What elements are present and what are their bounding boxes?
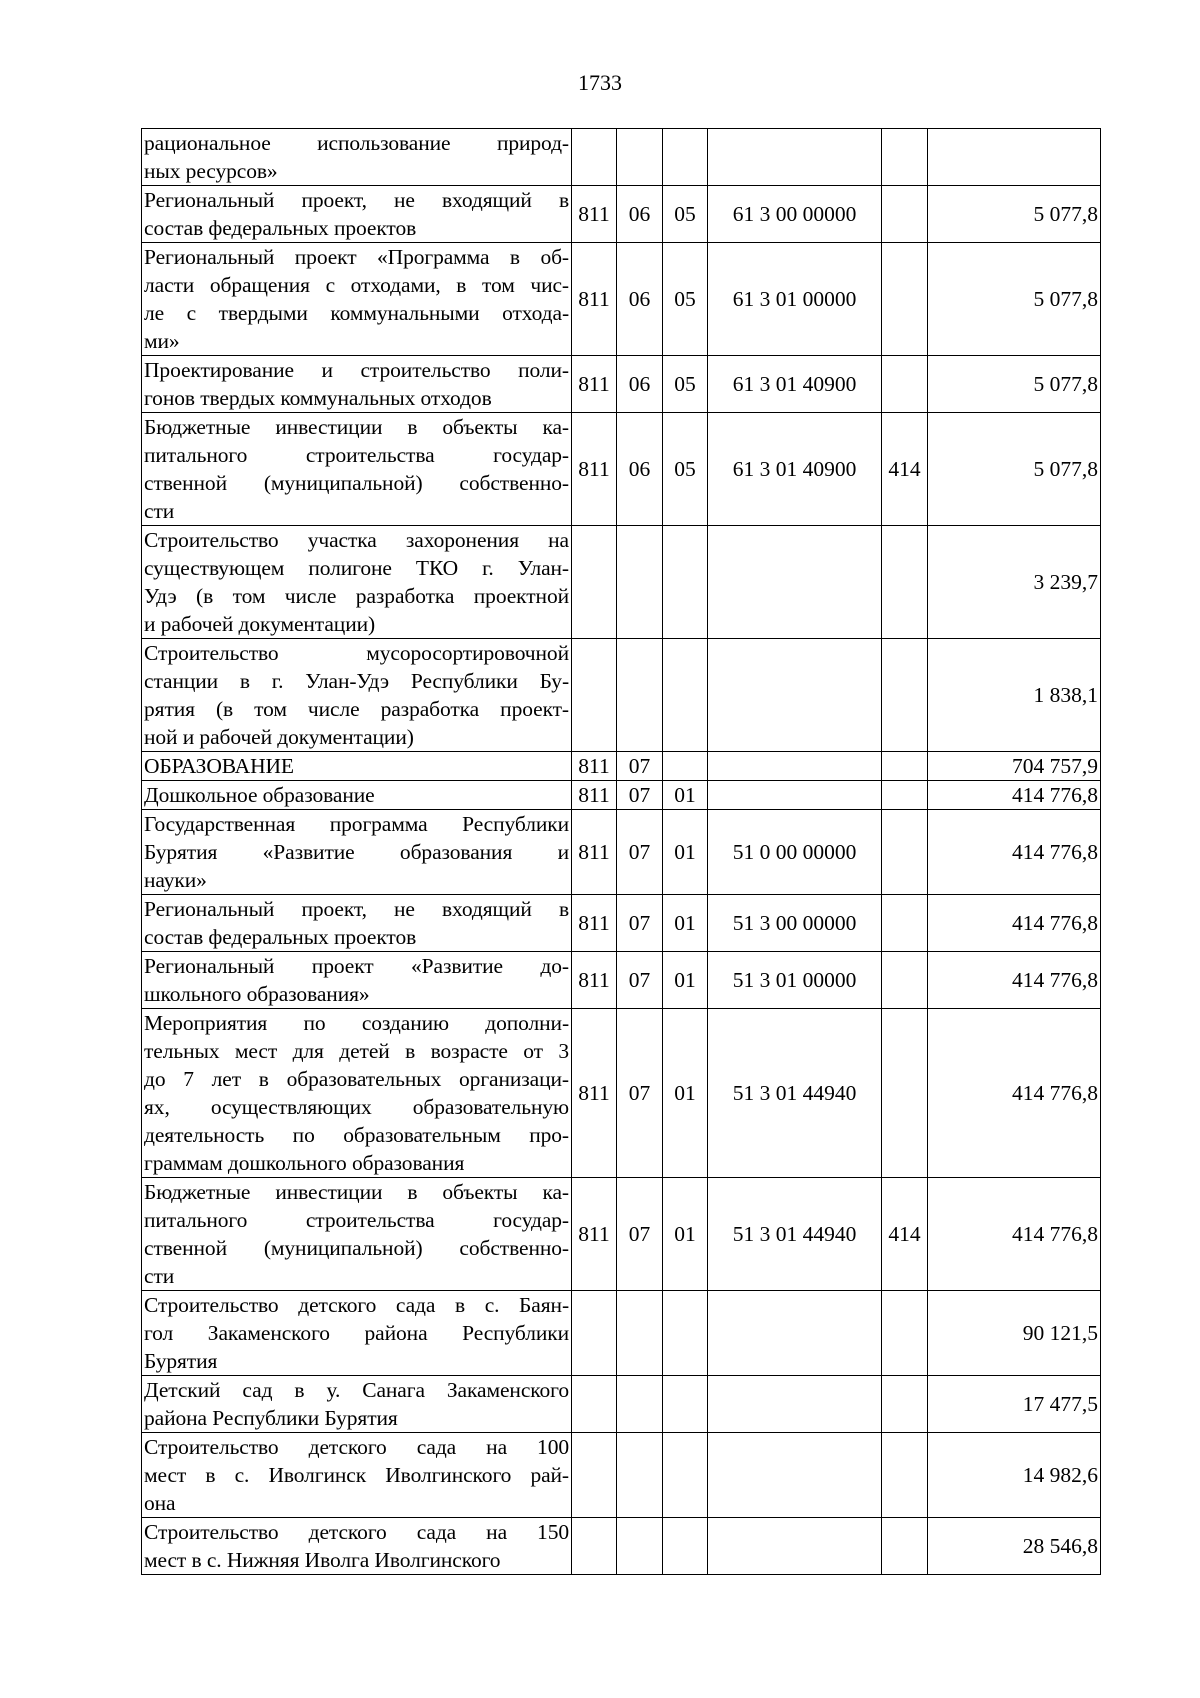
amount-cell: 414 776,8 xyxy=(928,1178,1101,1291)
section-cell: 07 xyxy=(617,1009,663,1178)
section-cell xyxy=(617,1291,663,1376)
row-name-line: Региональный проект «Программа в об- xyxy=(144,245,569,269)
grbs-cell xyxy=(572,1518,617,1575)
table-row xyxy=(142,639,1101,752)
grbs-cell xyxy=(572,1291,617,1376)
amount-cell xyxy=(928,129,1101,186)
expense-type-cell xyxy=(882,752,928,781)
row-name-line: Строительство детского сада в с. Баян- xyxy=(144,1293,569,1317)
section-cell: 07 xyxy=(617,810,663,895)
target-article-cell: 51 3 01 00000 xyxy=(708,952,882,1009)
target-article-cell: 51 3 00 00000 xyxy=(708,895,882,952)
amount-cell: 414 776,8 xyxy=(928,895,1101,952)
table-row xyxy=(142,356,1101,413)
row-name-line: Бурятия «Развитие образования и xyxy=(144,840,569,864)
subsection-cell: 05 xyxy=(663,356,708,413)
grbs-cell: 811 xyxy=(572,243,617,356)
table-body xyxy=(142,129,1101,1575)
amount-cell: 5 077,8 xyxy=(928,186,1101,243)
row-name-cell xyxy=(142,1518,572,1575)
section-cell: 07 xyxy=(617,781,663,810)
row-name-line: Детский сад в у. Санага Закаменского xyxy=(144,1378,569,1402)
amount-cell: 17 477,5 xyxy=(928,1376,1101,1433)
table-row xyxy=(142,895,1101,952)
target-article-cell: 51 0 00 00000 xyxy=(708,810,882,895)
row-name-line: состав федеральных проектов xyxy=(144,925,417,949)
table-row xyxy=(142,243,1101,356)
expense-type-cell: 414 xyxy=(882,1178,928,1291)
row-name-cell xyxy=(142,1433,572,1518)
table-row xyxy=(142,1376,1101,1433)
table-row xyxy=(142,1433,1101,1518)
table-row xyxy=(142,413,1101,526)
row-name-cell xyxy=(142,243,572,356)
section-cell xyxy=(617,1518,663,1575)
table-row xyxy=(142,1518,1101,1575)
row-name-line: ях, осуществляющих образовательную xyxy=(144,1095,569,1119)
subsection-cell: 05 xyxy=(663,243,708,356)
section-cell xyxy=(617,1376,663,1433)
expense-type-cell: 414 xyxy=(882,413,928,526)
target-article-cell xyxy=(708,129,882,186)
amount-cell: 1 838,1 xyxy=(928,639,1101,752)
row-name-line: ОБРАЗОВАНИЕ xyxy=(144,754,294,778)
target-article-cell xyxy=(708,526,882,639)
row-name-line: питального строительства государ- xyxy=(144,1208,569,1232)
row-name-cell xyxy=(142,1376,572,1433)
row-name-line: тельных мест для детей в возрасте от 3 xyxy=(144,1039,569,1063)
expense-type-cell xyxy=(882,639,928,752)
row-name-line: сти xyxy=(144,1264,175,1288)
section-cell xyxy=(617,526,663,639)
row-name-cell xyxy=(142,1009,572,1178)
grbs-cell: 811 xyxy=(572,186,617,243)
table-row xyxy=(142,1291,1101,1376)
table-row xyxy=(142,781,1101,810)
section-cell: 06 xyxy=(617,186,663,243)
expense-type-cell xyxy=(882,1433,928,1518)
table-row xyxy=(142,1178,1101,1291)
target-article-cell xyxy=(708,1291,882,1376)
grbs-cell: 811 xyxy=(572,781,617,810)
row-name-line: Дошкольное образование xyxy=(144,783,375,807)
subsection-cell xyxy=(663,1518,708,1575)
row-name-line: деятельность по образовательным про- xyxy=(144,1123,569,1147)
subsection-cell: 01 xyxy=(663,1178,708,1291)
row-name-line: Региональный проект «Развитие до- xyxy=(144,954,569,978)
expense-type-cell xyxy=(882,810,928,895)
target-article-cell: 61 3 01 40900 xyxy=(708,413,882,526)
expense-type-cell xyxy=(882,356,928,413)
expense-type-cell xyxy=(882,1518,928,1575)
target-article-cell: 61 3 00 00000 xyxy=(708,186,882,243)
amount-cell: 90 121,5 xyxy=(928,1291,1101,1376)
row-name-line: Строительство участка захоронения на xyxy=(144,528,569,552)
section-cell: 07 xyxy=(617,952,663,1009)
target-article-cell: 51 3 01 44940 xyxy=(708,1178,882,1291)
row-name-line: до 7 лет в образовательных организаци- xyxy=(144,1067,569,1091)
row-name-line: Строительство мусоросортировочной xyxy=(144,641,569,665)
row-name-line: ле с твердыми коммунальными отхода- xyxy=(144,301,569,325)
row-name-line: питального строительства государ- xyxy=(144,443,569,467)
row-name-line: мест в с. Нижняя Иволга Иволгинского xyxy=(144,1548,501,1572)
grbs-cell: 811 xyxy=(572,810,617,895)
row-name-line: состав федеральных проектов xyxy=(144,216,417,240)
amount-cell: 414 776,8 xyxy=(928,1009,1101,1178)
subsection-cell: 01 xyxy=(663,810,708,895)
expense-type-cell xyxy=(882,243,928,356)
expense-type-cell xyxy=(882,1376,928,1433)
table-row xyxy=(142,752,1101,781)
row-name-line: рациональное использование природ- xyxy=(144,131,569,155)
row-name-line: Государственная программа Республики xyxy=(144,812,569,836)
subsection-cell: 05 xyxy=(663,413,708,526)
section-cell: 06 xyxy=(617,356,663,413)
row-name-cell xyxy=(142,1291,572,1376)
amount-cell: 28 546,8 xyxy=(928,1518,1101,1575)
section-cell: 07 xyxy=(617,1178,663,1291)
amount-cell: 704 757,9 xyxy=(928,752,1101,781)
table-row xyxy=(142,526,1101,639)
row-name-line: района Республики Бурятия xyxy=(144,1406,398,1430)
row-name-cell xyxy=(142,810,572,895)
subsection-cell: 01 xyxy=(663,1009,708,1178)
expense-type-cell xyxy=(882,186,928,243)
section-cell xyxy=(617,129,663,186)
target-article-cell xyxy=(708,1433,882,1518)
section-cell: 06 xyxy=(617,413,663,526)
grbs-cell: 811 xyxy=(572,952,617,1009)
amount-cell: 414 776,8 xyxy=(928,952,1101,1009)
subsection-cell: 01 xyxy=(663,895,708,952)
amount-cell: 3 239,7 xyxy=(928,526,1101,639)
row-name-cell xyxy=(142,413,572,526)
table-row xyxy=(142,952,1101,1009)
grbs-cell: 811 xyxy=(572,752,617,781)
subsection-cell: 01 xyxy=(663,781,708,810)
subsection-cell xyxy=(663,1433,708,1518)
grbs-cell xyxy=(572,129,617,186)
row-name-line: Строительство детского сада на 150 xyxy=(144,1520,569,1544)
row-name-line: она xyxy=(144,1491,176,1515)
expense-type-cell xyxy=(882,129,928,186)
row-name-line: науки» xyxy=(144,868,207,892)
row-name-line: существующем полигоне ТКО г. Улан- xyxy=(144,556,569,580)
row-name-line: ной и рабочей документации) xyxy=(144,725,414,749)
grbs-cell xyxy=(572,1433,617,1518)
amount-cell: 414 776,8 xyxy=(928,810,1101,895)
grbs-cell: 811 xyxy=(572,356,617,413)
expense-type-cell xyxy=(882,952,928,1009)
row-name-line: и рабочей документации) xyxy=(144,612,376,636)
target-article-cell xyxy=(708,639,882,752)
row-name-line: гол Закаменского района Республики xyxy=(144,1321,569,1345)
amount-cell: 5 077,8 xyxy=(928,413,1101,526)
row-name-cell xyxy=(142,639,572,752)
amount-cell: 14 982,6 xyxy=(928,1433,1101,1518)
grbs-cell xyxy=(572,1376,617,1433)
amount-cell: 5 077,8 xyxy=(928,243,1101,356)
row-name-line: Мероприятия по созданию дополни- xyxy=(144,1011,569,1035)
row-name-line: рятия (в том числе разработка проект- xyxy=(144,697,569,721)
section-cell: 07 xyxy=(617,752,663,781)
row-name-line: мест в с. Иволгинск Иволгинского рай- xyxy=(144,1463,569,1487)
subsection-cell xyxy=(663,1291,708,1376)
row-name-cell xyxy=(142,1178,572,1291)
expense-type-cell xyxy=(882,1291,928,1376)
target-article-cell xyxy=(708,1376,882,1433)
row-name-line: Региональный проект, не входящий в xyxy=(144,188,569,212)
row-name-line: Удэ (в том числе разработка проектной xyxy=(144,584,569,608)
subsection-cell xyxy=(663,1376,708,1433)
target-article-cell xyxy=(708,781,882,810)
grbs-cell: 811 xyxy=(572,1009,617,1178)
row-name-cell xyxy=(142,952,572,1009)
row-name-line: Бюджетные инвестиции в объекты ка- xyxy=(144,1180,569,1204)
row-name-line: ственной (муниципальной) собственно- xyxy=(144,471,569,495)
row-name-cell xyxy=(142,752,572,781)
page-number: 1733 xyxy=(578,70,622,95)
section-cell: 06 xyxy=(617,243,663,356)
table-row xyxy=(142,186,1101,243)
target-article-cell: 61 3 01 00000 xyxy=(708,243,882,356)
subsection-cell xyxy=(663,129,708,186)
grbs-cell xyxy=(572,639,617,752)
amount-cell: 414 776,8 xyxy=(928,781,1101,810)
grbs-cell: 811 xyxy=(572,1178,617,1291)
row-name-line: Бурятия xyxy=(144,1349,218,1373)
row-name-cell xyxy=(142,781,572,810)
target-article-cell xyxy=(708,1518,882,1575)
row-name-cell xyxy=(142,895,572,952)
row-name-line: ственной (муниципальной) собственно- xyxy=(144,1236,569,1260)
budget-table xyxy=(141,128,1101,1575)
section-cell xyxy=(617,1433,663,1518)
grbs-cell: 811 xyxy=(572,413,617,526)
subsection-cell: 01 xyxy=(663,952,708,1009)
target-article-cell: 51 3 01 44940 xyxy=(708,1009,882,1178)
subsection-cell xyxy=(663,526,708,639)
target-article-cell xyxy=(708,752,882,781)
row-name-cell xyxy=(142,186,572,243)
row-name-line: Строительство детского сада на 100 xyxy=(144,1435,569,1459)
row-name-cell xyxy=(142,526,572,639)
amount-cell: 5 077,8 xyxy=(928,356,1101,413)
grbs-cell: 811 xyxy=(572,895,617,952)
row-name-line: Бюджетные инвестиции в объекты ка- xyxy=(144,415,569,439)
table-row xyxy=(142,810,1101,895)
row-name-line: Проектирование и строительство поли- xyxy=(144,358,569,382)
row-name-line: ми» xyxy=(144,329,180,353)
section-cell: 07 xyxy=(617,895,663,952)
subsection-cell xyxy=(663,639,708,752)
row-name-line: гонов твердых коммунальных отходов xyxy=(144,386,492,410)
expense-type-cell xyxy=(882,895,928,952)
row-name-cell xyxy=(142,356,572,413)
expense-type-cell xyxy=(882,1009,928,1178)
expense-type-cell xyxy=(882,526,928,639)
grbs-cell xyxy=(572,526,617,639)
subsection-cell: 05 xyxy=(663,186,708,243)
row-name-line: станции в г. Улан-Удэ Республики Бу- xyxy=(144,669,569,693)
row-name-line: сти xyxy=(144,499,175,523)
row-name-line: школьного образования» xyxy=(144,982,370,1006)
table-row xyxy=(142,1009,1101,1178)
row-name-cell xyxy=(142,129,572,186)
section-cell xyxy=(617,639,663,752)
subsection-cell xyxy=(663,752,708,781)
row-name-line: граммам дошкольного образования xyxy=(144,1151,465,1175)
row-name-line: Региональный проект, не входящий в xyxy=(144,897,569,921)
target-article-cell: 61 3 01 40900 xyxy=(708,356,882,413)
row-name-line: ных ресурсов» xyxy=(144,159,278,183)
expense-type-cell xyxy=(882,781,928,810)
row-name-line: ласти обращения с отходами, в том чис- xyxy=(144,273,569,297)
table-row xyxy=(142,129,1101,186)
